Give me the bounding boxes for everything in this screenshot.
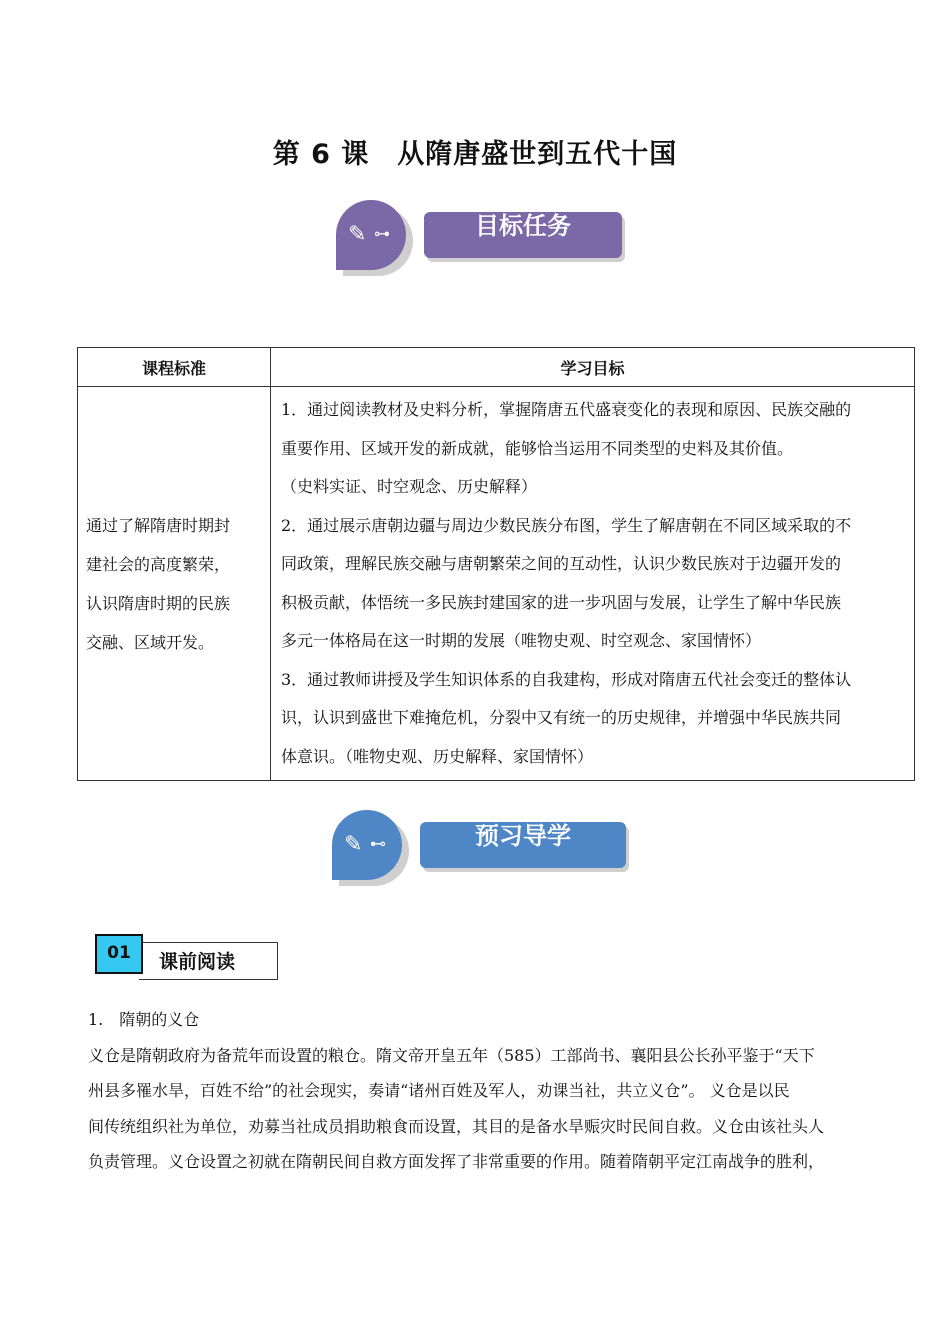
- pen-icon: ✎: [348, 222, 367, 247]
- objective-line: 积极贡献，体悟统一多民族封建国家的进一步巩固与发展，让学生了解中华民族: [281, 592, 842, 612]
- objective-line: 识，认识到盛世下难掩危机，分裂中又有统一的历史规律，并增强中华民族共同: [281, 708, 842, 727]
- section-tag: [93, 934, 279, 980]
- reading-text: [88, 1002, 868, 1180]
- objective-line: 1．通过阅读教材及史料分析，掌握隋唐五代盛衰变化的表现和原因、民族交融的: [281, 400, 852, 419]
- reading-line: 负责管理。义仓设置之初就在隋朝民间自救方面发挥了非常重要的作用。随着隋朝平定江南战争的胜利，: [88, 1152, 825, 1171]
- pen-badge: [336, 200, 406, 270]
- pen-icon: ✎: [344, 832, 363, 857]
- standard-line: 建社会的高度繁荣，: [86, 554, 231, 574]
- goals-table: [77, 347, 915, 781]
- objective-line: 多元一体格局在这一时期的发展（唯物史观、时空观念、家国情怀）: [281, 631, 762, 650]
- banner-preview-label: 预习导学: [420, 822, 626, 868]
- header-objectives: 学习目标: [271, 348, 915, 387]
- objective-line: 同政策，理解民族交融与唐朝繁荣之间的互动性，认识少数民族对于边疆开发的: [281, 554, 842, 573]
- header-standard: 课程标准: [78, 348, 271, 387]
- standard-cell: [78, 387, 271, 781]
- objective-line: （史料实证、时空观念、历史解释）: [281, 477, 538, 496]
- page-title: 第 6 课 从隋唐盛世到五代十国: [272, 139, 678, 170]
- section-number: 01: [95, 934, 143, 974]
- banner-preview: [332, 810, 632, 890]
- standard-line: 通过了解隋唐时期封: [86, 515, 231, 535]
- objective-line: 2．通过展示唐朝边疆与周边少数民族分布图，学生了解唐朝在不同区域采取的不: [281, 515, 852, 535]
- nib-icon: ⊶: [374, 224, 390, 243]
- banner-goals-label: 目标任务: [424, 212, 622, 258]
- objective-line: 3．通过教师讲授及学生知识体系的自我建构，形成对隋唐五代社会变迁的整体认: [281, 669, 852, 689]
- pen-badge: [332, 810, 402, 880]
- standard-line: 认识隋唐时期的民族: [86, 593, 231, 613]
- standard-line: 交融、区域开发。: [86, 632, 215, 652]
- section-label: 课前阅读: [159, 951, 236, 973]
- reading-line: 间传统组织社为单位，劝募当社成员捐助粮食而设置，其目的是备水旱赈灾时民间自救。义仓由该社头人: [88, 1116, 825, 1136]
- banner-goals: [336, 200, 636, 280]
- reading-line: 州县多罹水旱，百姓不给”的社会现实，奏请“诸州百姓及军人，劝课当社，共立义仓”。 义仓是以民: [88, 1081, 790, 1100]
- reading-line: 义仓是隋朝政府为备荒年而设置的粮仓。隋文帝开皇五年（585）工部尚书、襄阳县公长孙平鉴于“天下: [88, 1045, 815, 1065]
- objectives-cell: [271, 387, 915, 781]
- nib-icon: ⊷: [370, 834, 386, 853]
- reading-heading: 1. 隋朝的义仓: [88, 1010, 200, 1029]
- objective-line: 重要作用、区域开发的新成就，能够恰当运用不同类型的史料及其价值。: [281, 438, 794, 458]
- objective-line: 体意识。（唯物史观、历史解释、家国情怀）: [281, 746, 594, 766]
